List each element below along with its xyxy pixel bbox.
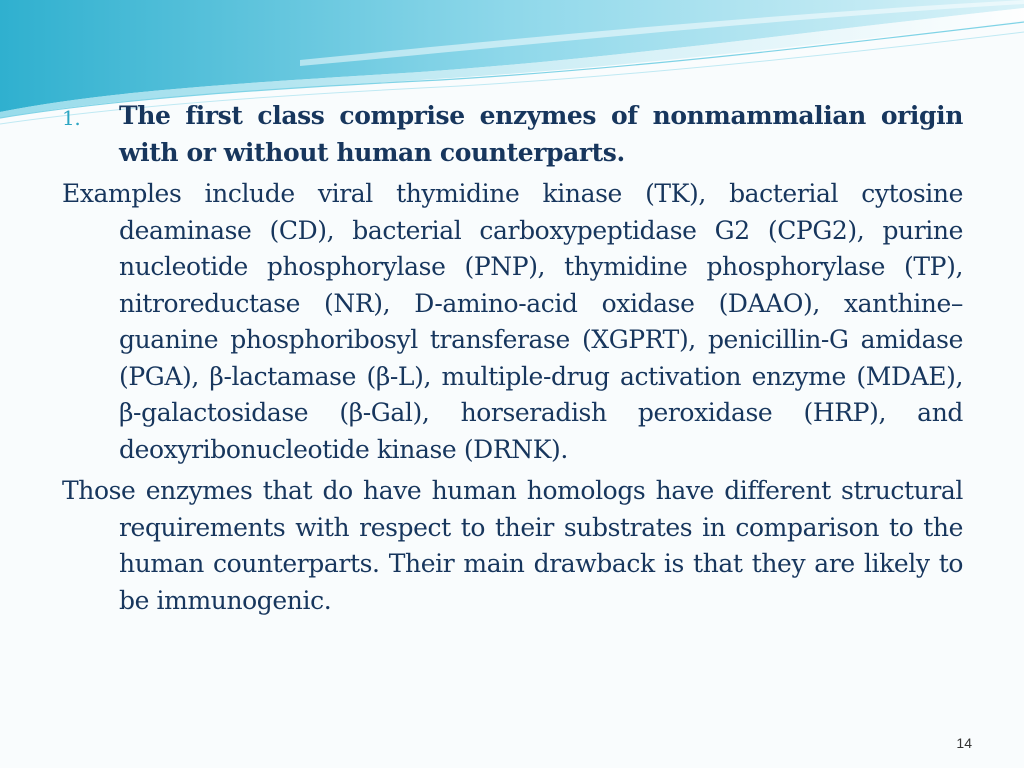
list-marker: 1. <box>62 106 81 130</box>
homologs-paragraph: Those enzymes that do have human homologs have different structural requirements with respect to their substrates in comparison to the human counterparts. Their main drawback is that they are likely to be immunogenic. <box>62 476 963 615</box>
slide-content <box>62 98 963 624</box>
item-heading-text: The first class comprise enzymes of nonmammalian origin with or without human counterparts. <box>119 101 963 167</box>
slide-number: 14 <box>956 735 972 751</box>
examples-paragraph: Examples include viral thymidine kinase (TK), bacterial cytosine deaminase (CD), bacterial carboxypeptidase G2 (CPG2), purine nucleotide phosphorylase (PNP), thymidine phosphorylase (TP), nitroreductase (NR), D-amino-acid oxidase (DAAO), xanthine–guanine phosphoribosyl transferase (XGPRT), penicillin-G amidase (PGA), β-lactamase (β-L), multiple-drug activation enzyme (MDAE), β-galactosidase (β-Gal), horseradish peroxidase (HRP), and deoxyribonucleotide kinase (DRNK). <box>62 179 963 464</box>
numbered-item <box>62 98 963 171</box>
